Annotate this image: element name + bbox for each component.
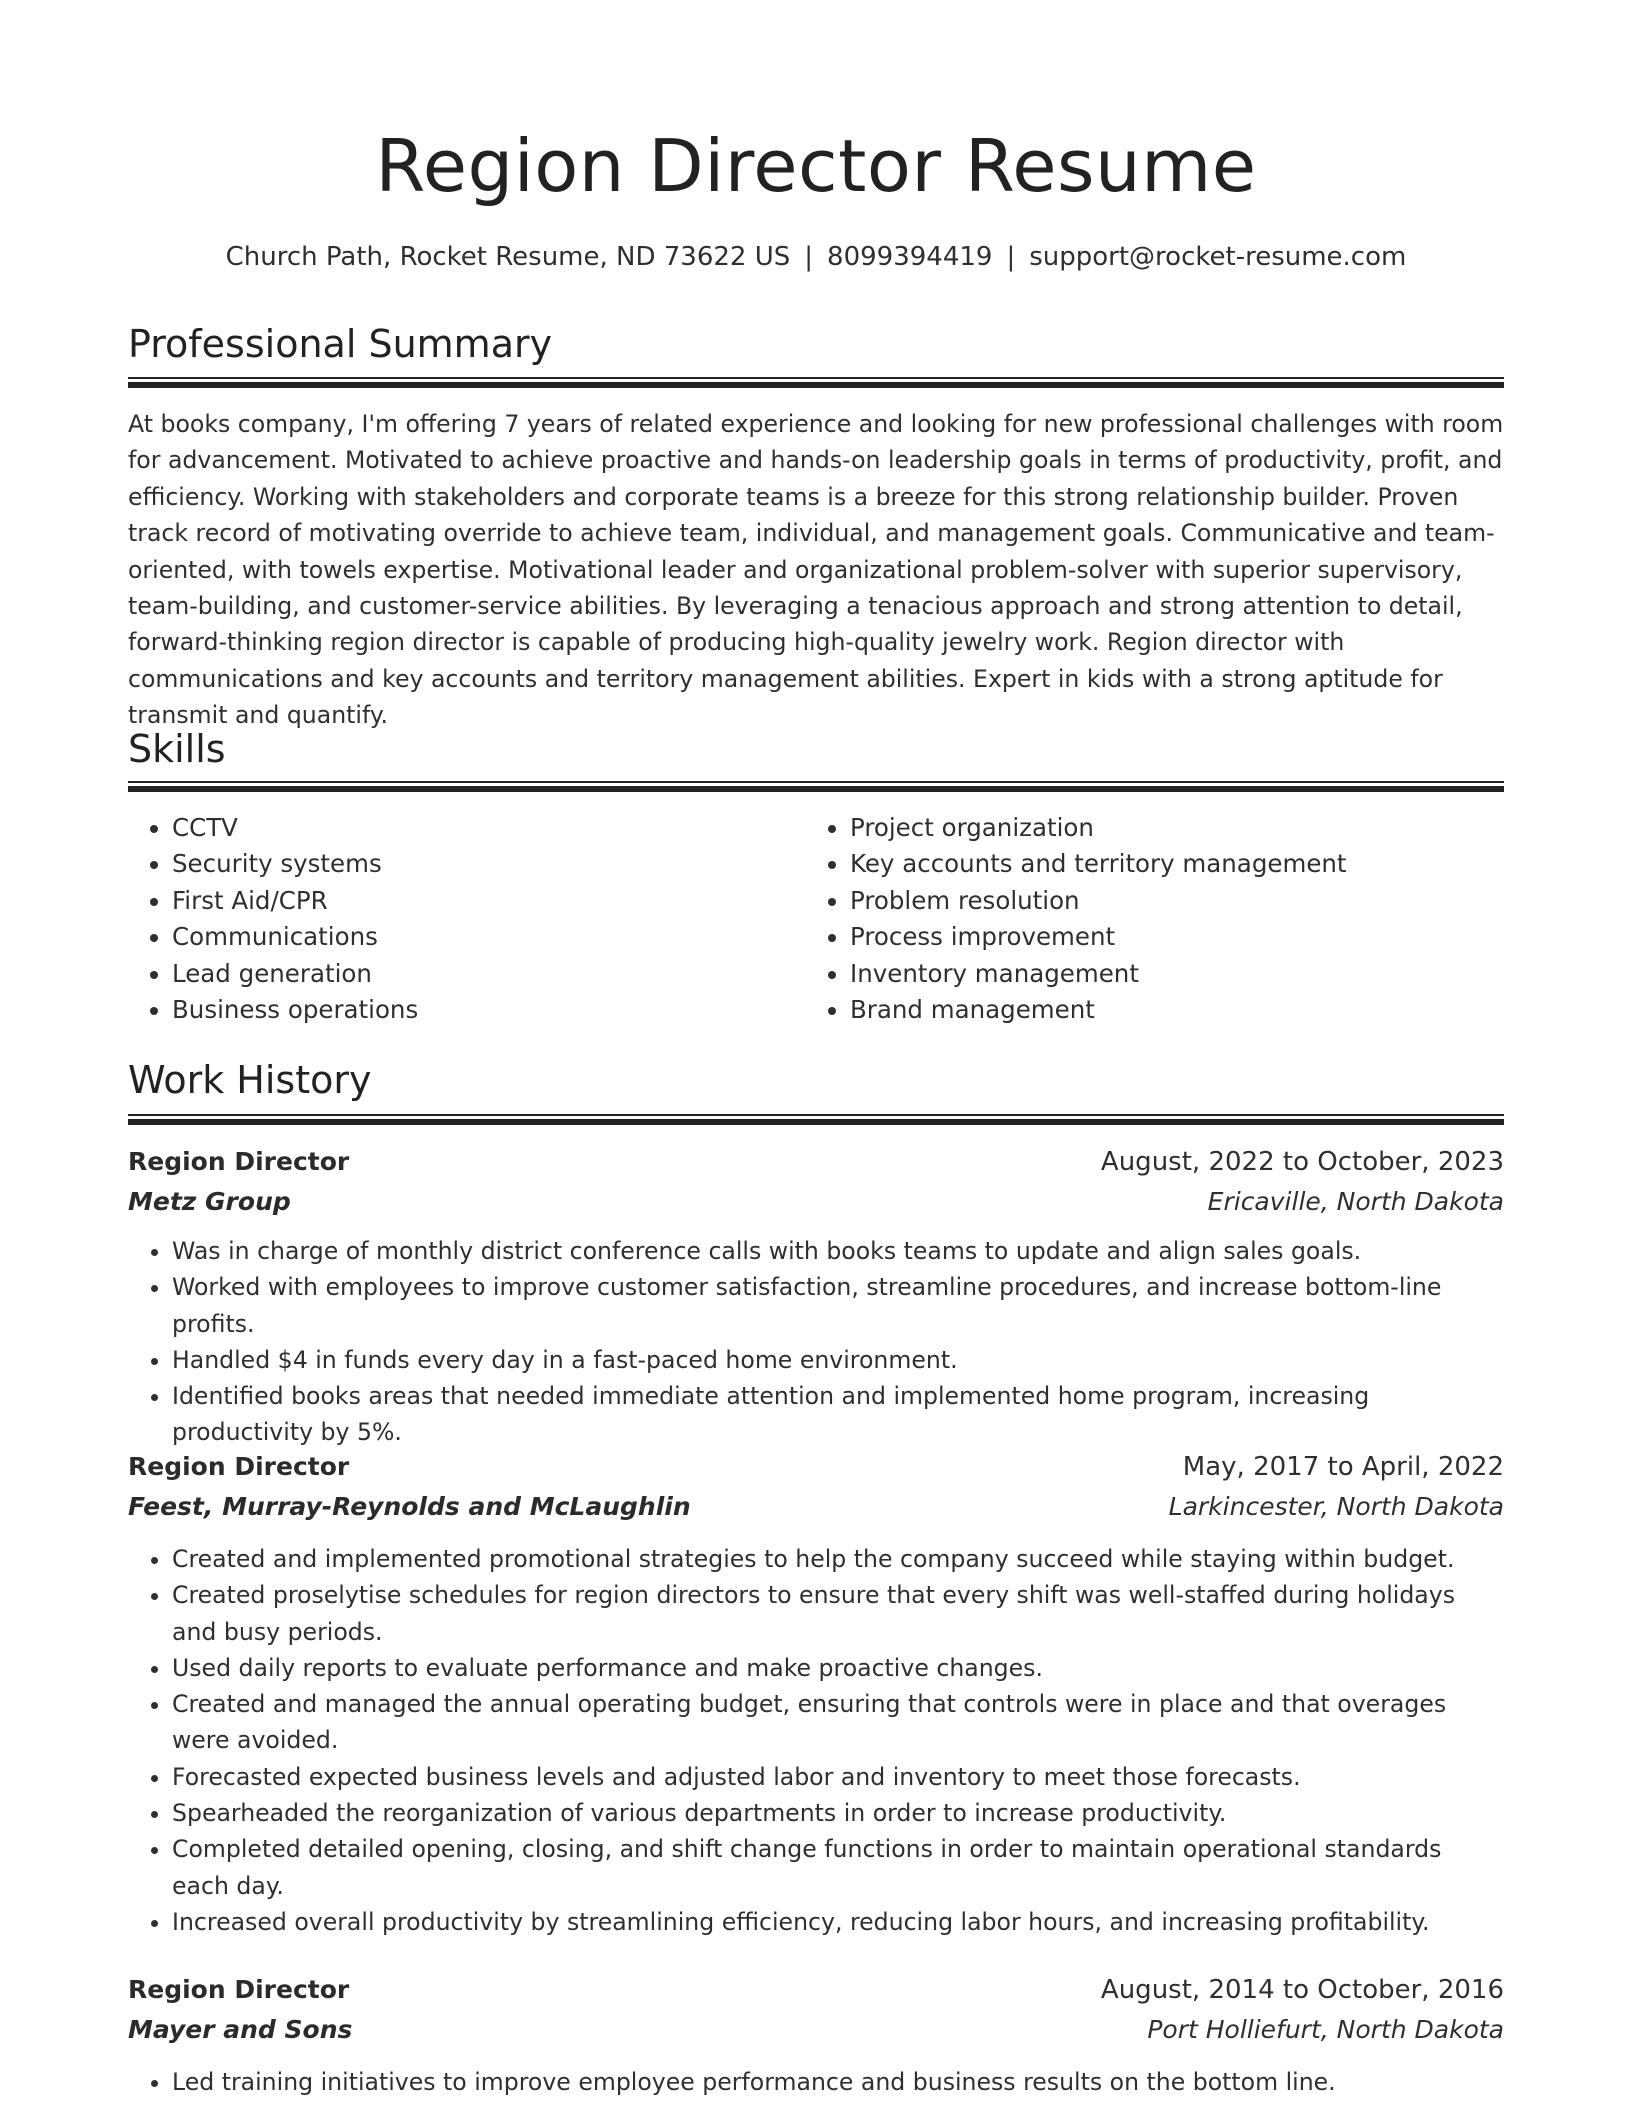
- skill-item: • Lead generation: [172, 956, 812, 992]
- job-title: Region Director: [128, 1975, 350, 2004]
- job-entry: [128, 1970, 1504, 2096]
- job-bullets: [128, 1541, 1504, 1940]
- skill-item: • Key accounts and territory management: [850, 846, 1490, 882]
- job-dates: August, 2022 to October, 2023: [1100, 1147, 1504, 1177]
- job-bullet: • Led training initiatives to improve employee performance and business results on the bottom line.: [172, 2064, 1504, 2100]
- job-entry: [128, 1447, 1504, 1936]
- skill-item: • Process improvement: [850, 919, 1490, 955]
- job-dates: August, 2014 to October, 2016: [1100, 1975, 1504, 2005]
- skills-column-left: [128, 810, 812, 1028]
- skill-item: • CCTV: [172, 810, 812, 846]
- resume-title: Region Director Resume: [375, 124, 1257, 208]
- job-company: Mayer and Sons: [128, 2015, 353, 2044]
- job-bullet: • Increased overall productivity by streamlining efficiency, reducing labor hours, and increasing profitability.: [172, 1904, 1504, 1940]
- job-bullet: • Created proselytise schedules for region directors to ensure that every shift was well-staffed during holidays and busy periods.: [172, 1577, 1504, 1650]
- job-location: Ericaville, North Dakota: [1207, 1187, 1504, 1216]
- skill-item: • Inventory management: [850, 956, 1490, 992]
- job-bullet: • Created and managed the annual operating budget, ensuring that controls were in place and that overages were avoided.: [172, 1686, 1504, 1759]
- job-entry: [128, 1142, 1504, 1447]
- skill-item: • Project organization: [850, 810, 1490, 846]
- skill-item: • Communications: [172, 919, 812, 955]
- section-heading-summary: Professional Summary: [128, 322, 553, 366]
- contact-separator: |: [804, 242, 814, 272]
- contact-separator: |: [1006, 242, 1016, 272]
- summary-text: At books company, I'm offering 7 years of related experience and looking for new professional challenges with room for advancement. Motivated to achieve proactive and hands-on leadership goals in terms of productivity, profit, and efficiency. Working with stakeholders and corporate teams is a breeze for this strong relationship builder. Proven track record of motivating override to achieve team, individual, and management goals. Communicative and team-oriented, with towels expertise. Motivational leader and organizational problem-solver with superior supervisory, team-building, and customer-service abilities. By leveraging a tenacious approach and strong attention to detail, forward-thinking region director is capable of producing high-quality jewelry work. Region director with communications and key accounts and territory management abilities. Expert in kids with a strong aptitude for transmit and quantify.: [128, 410, 1504, 730]
- job-bullet: • Created and implemented promotional strategies to help the company succeed while staying within budget.: [172, 1541, 1504, 1577]
- job-bullet: • Spearheaded the reorganization of various departments in order to increase productivity.: [172, 1795, 1504, 1831]
- job-location: Larkincester, North Dakota: [1168, 1492, 1504, 1521]
- job-company: Metz Group: [128, 1187, 291, 1216]
- section-heading-work-history: Work History: [128, 1058, 372, 1102]
- contact-address: Church Path, Rocket Resume, ND 73622 US: [225, 242, 791, 272]
- skill-item: • Security systems: [172, 846, 812, 882]
- job-bullets: [128, 2064, 1504, 2100]
- job-dates: May, 2017 to April, 2022: [1182, 1452, 1504, 1482]
- contact-email[interactable]: support@rocket-resume.com: [1029, 242, 1407, 272]
- job-bullet: • Forecasted expected business levels and adjusted labor and inventory to meet those forecasts.: [172, 1759, 1504, 1795]
- contact-phone: 8099394419: [827, 242, 993, 272]
- skills-column-right: [806, 810, 1490, 1028]
- skill-item: • Business operations: [172, 992, 812, 1028]
- job-bullet: • Was in charge of monthly district conference calls with books teams to update and align sales goals.: [172, 1233, 1504, 1269]
- section-divider: [128, 781, 1504, 792]
- job-bullet: • Handled $4 in funds every day in a fast-paced home environment.: [172, 1342, 1504, 1378]
- skill-item: • Brand management: [850, 992, 1490, 1028]
- job-bullet: • Used daily reports to evaluate performance and make proactive changes.: [172, 1650, 1504, 1686]
- job-company: Feest, Murray-Reynolds and McLaughlin: [128, 1492, 691, 1521]
- skill-item: • Problem resolution: [850, 883, 1490, 919]
- job-bullets: [128, 1233, 1504, 1451]
- section-divider: [128, 377, 1504, 388]
- skill-item: • First Aid/CPR: [172, 883, 812, 919]
- job-title: Region Director: [128, 1452, 350, 1481]
- job-bullet: • Identified books areas that needed immediate attention and implemented home program, increasing productivity by 5%.: [172, 1378, 1504, 1451]
- contact-line: [128, 237, 1504, 277]
- job-bullet: • Completed detailed opening, closing, and shift change functions in order to maintain operational standards each day.: [172, 1831, 1504, 1904]
- job-location: Port Holliefurt, North Dakota: [1147, 2015, 1504, 2044]
- job-title: Region Director: [128, 1147, 350, 1176]
- section-divider: [128, 1114, 1504, 1125]
- job-bullet: • Worked with employees to improve customer satisfaction, streamline procedures, and increase bottom-line profits.: [172, 1269, 1504, 1342]
- section-heading-skills: Skills: [128, 727, 226, 771]
